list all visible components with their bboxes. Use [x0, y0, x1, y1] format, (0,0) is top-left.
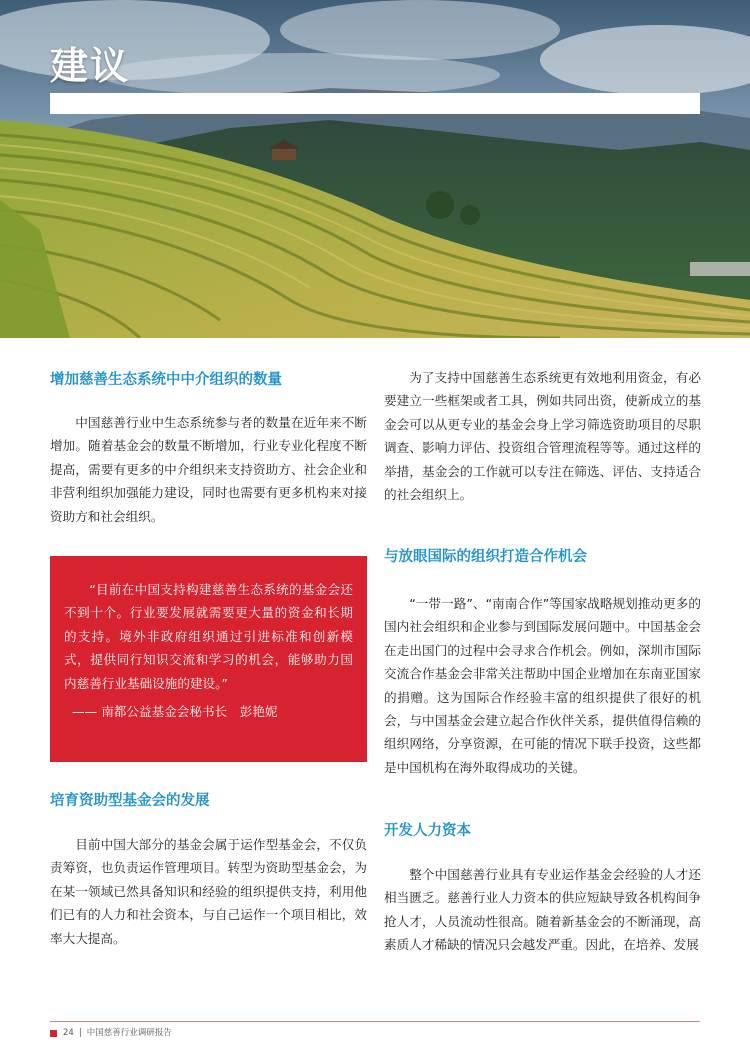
footer-divider [50, 1021, 700, 1022]
section-body-grantmaking: 目前中国大部分的基金会属于运作型基金会，不仅负责筹资，也负责运作管理项目。转型为资助型基金会，为在某一领域已然具备知识和经验的组织提供支持，利用他们已有的人力和社会资本，与自己运作一个项目相比，效率大大提高。 [50, 837, 367, 946]
hero-image [0, 0, 750, 338]
section-body-international: “一带一路”、“南南合作”等国家战略规划推动更多的国内社会组织和企业参与到国际发展问题中。中国基金会在走出国门的过程中会寻求合作机会。例如，深圳市国际交流合作基金会非常关注帮助中国企业增加在东南亚国家的捐赠。这为国际合作经验丰富的组织提供了很好的机会，与中国基金会建立起合作伙伴关系，提供值得信赖的组织网络，分享资源，在可能的情况下联手投资，这些都是中国机构在海外取得成功的关键。 [384, 596, 701, 775]
quote-attribution: —— 南都公益基金会秘书长 彭艳妮 [72, 704, 278, 720]
footer [50, 1026, 172, 1040]
quote-text: “目前在中国支持构建慈善生态系统的基金会还不到十个。行业要发展就需要更大量的资金和长期的支持。境外非政府组织通过引进标准和创新模式，提供同行知识交流和学习的机会，能够助力国内慈善行业基础设施的建设。” [64, 582, 353, 691]
section-title-human-capital: 开发人力资本 [384, 823, 471, 839]
section-body-funding-tools: 为了支持中国慈善生态系统更有效地利用资金，有必要建立一些框架或者工具，例如共同出资，使新成立的基金会可以从更专业的基金会身上学习筛选资助项目的尽职调查、影响力评估、投资组合管理流程等等。通过这样的举措，基金会的工作就可以专注在筛选、评估、支持适合的社会组织上。 [384, 370, 701, 503]
page-number: 24 [63, 1028, 74, 1038]
footer-separator: | [78, 1028, 82, 1038]
section-title-international: 与放眼国际的组织打造合作机会 [384, 549, 587, 565]
section-body-intermediaries: 中国慈善行业中生态系统参与者的数量在近年来不断增加。随着基金会的数量不断增加，行业专业化程度不断提高，需要有更多的中介组织来支持资助方、社会企业和非营利组织加强能力建设，同时也需要有更多机构来对接资助方和社会组织。 [50, 415, 367, 524]
section-body-human-capital: 整个中国慈善行业具有专业运作基金会经验的人才还相当匮乏。慈善行业人力资本的供应短缺导致各机构间争抢人才，人员流动性很高。随着新基金会的不断涌现，高素质人才稀缺的情况只会越发严重。因此，在培养、发展 [384, 867, 701, 953]
section-title-grantmaking: 培育资助型基金会的发展 [50, 793, 210, 809]
page-title: 建议 [50, 44, 131, 88]
footer-square-icon [50, 1030, 57, 1037]
section-title-intermediaries: 增加慈善生态系统中中介组织的数量 [50, 372, 282, 388]
title-underline-bar [50, 93, 700, 114]
quote-box [50, 556, 367, 762]
footer-report-title: 中国慈善行业调研报告 [86, 1028, 172, 1038]
